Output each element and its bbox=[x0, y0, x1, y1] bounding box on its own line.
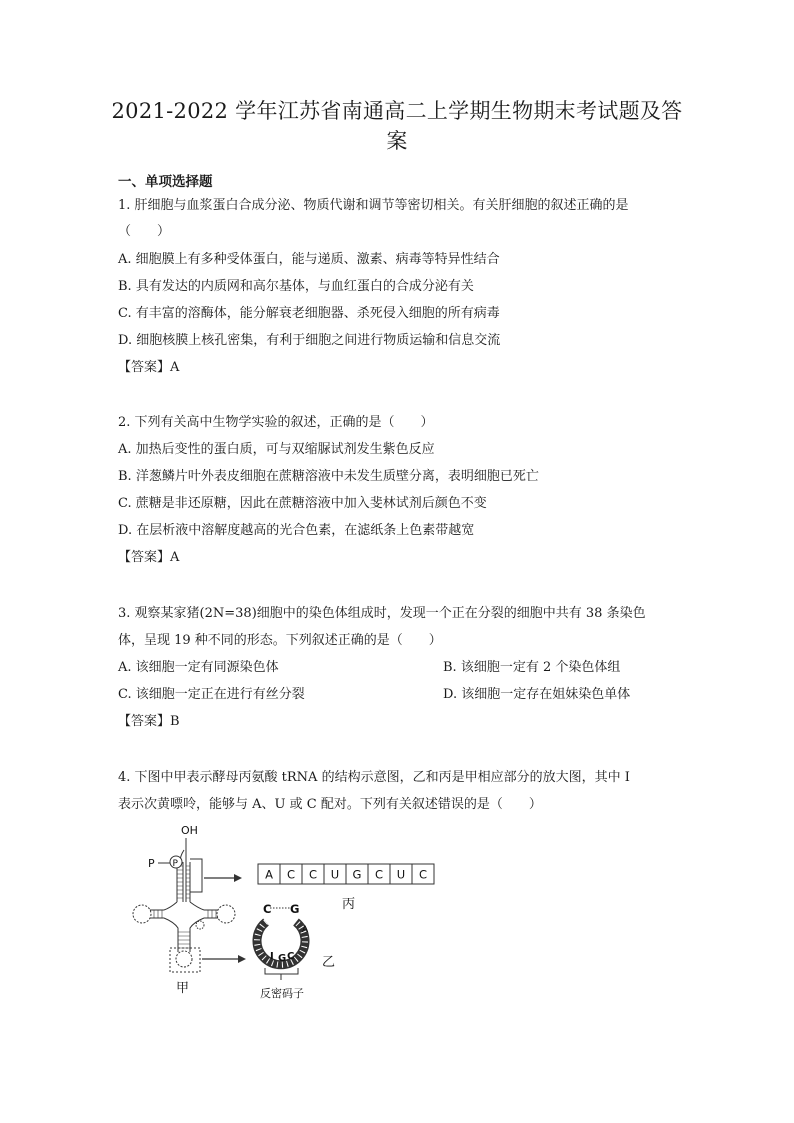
sequence-base: U bbox=[330, 867, 340, 882]
trna-figure bbox=[120, 822, 440, 1012]
q3-option-b: B. 该细胞一定有 2 个染色体组 bbox=[443, 660, 621, 675]
q1-option-c: C. 有丰富的溶酶体，能分解衰老细胞器、杀死侵入细胞的所有病毒 bbox=[118, 306, 500, 321]
p-label: P bbox=[148, 857, 155, 870]
q1-option-d: D. 细胞核膜上核孔密集，有利于细胞之间进行物质运输和信息交流 bbox=[118, 333, 501, 348]
sequence-base: C bbox=[308, 867, 318, 882]
sequence-base: C bbox=[374, 867, 384, 882]
q1-stem-paren: （ ） bbox=[118, 224, 171, 239]
acceptor-bracket bbox=[190, 859, 202, 892]
loop-letter-a: A bbox=[302, 925, 309, 935]
sequence-base: C bbox=[418, 867, 428, 882]
q1-answer: 【答案】A bbox=[118, 360, 180, 375]
sequence-base: C bbox=[286, 867, 296, 882]
section-heading: 一、单项选择题 bbox=[118, 174, 213, 190]
sequence-base: A bbox=[265, 867, 273, 882]
q2-option-b: B. 洋葱鳞片叶外表皮细胞在蔗糖溶液中未发生质壁分离，表明细胞已死亡 bbox=[118, 469, 539, 484]
title-line-2: 案 bbox=[386, 129, 408, 153]
q3-stem-cont: 体，呈现 19 种不同的形态。下列叙述正确的是（ ） bbox=[118, 633, 442, 648]
q2-answer: 【答案】A bbox=[118, 550, 180, 565]
sequence-base: G bbox=[352, 867, 362, 882]
loop-letter-c: C bbox=[263, 902, 272, 916]
q2-option-c: C. 蔗糖是非还原糖，因此在蔗糖溶液中加入斐林试剂后颜色不变 bbox=[118, 496, 487, 511]
sequence-boxes bbox=[258, 864, 434, 884]
q3-stem: 3. 观察某家猪(2N=38)细胞中的染色体组成时，发现一个正在分裂的细胞中共有 38 条染色 bbox=[118, 606, 646, 621]
q3-option-d: D. 该细胞一定存在姐妹染色单体 bbox=[443, 687, 631, 702]
q3-option-a: A. 该细胞一定有同源染色体 bbox=[118, 660, 279, 675]
loop-letter-g: G bbox=[290, 902, 300, 916]
label-bing: 丙 bbox=[342, 897, 356, 912]
acceptor-stem bbox=[177, 838, 190, 902]
q1-option-b: B. 具有发达的内质网和高尔基体，与血红蛋白的合成分泌有关 bbox=[118, 279, 474, 294]
q3-option-c: C. 该细胞一定正在进行有丝分裂 bbox=[118, 687, 305, 702]
q2-option-a: A. 加热后变性的蛋白质，可与双缩脲试剂发生紫色反应 bbox=[118, 442, 435, 457]
sequence-base: U bbox=[396, 867, 406, 882]
q2-stem: 2. 下列有关高中生物学实验的叙述，正确的是（ ） bbox=[118, 415, 434, 430]
q1-option-a: A. 细胞膜上有多种受体蛋白，能与递质、激素、病毒等特异性结合 bbox=[118, 252, 500, 267]
document-title bbox=[100, 96, 694, 156]
label-jia: 甲 bbox=[176, 981, 190, 996]
loop-letter-c2: C bbox=[287, 951, 295, 962]
trna-diagram bbox=[120, 822, 440, 1012]
q2-option-d: D. 在层析液中溶解度越高的光合色素，在滤纸条上色素带越宽 bbox=[118, 523, 475, 538]
p-circle-text: P bbox=[172, 859, 178, 869]
loop-letter-g2: G bbox=[278, 953, 287, 964]
q4-stem: 4. 下图中甲表示酵母丙氨酸 tRNA 的结构示意图，乙和丙是甲相应部分的放大图，其中 I bbox=[118, 770, 630, 785]
q3-answer: 【答案】B bbox=[118, 714, 180, 729]
q4-stem-cont: 表示次黄嘌呤，能够与 A、U 或 C 配对。下列有关叙述错误的是（ ） bbox=[118, 797, 542, 812]
anticodon-loop bbox=[257, 902, 309, 980]
q1-stem: 1. 肝细胞与血浆蛋白合成分泌、物质代谢和调节等密切相关。有关肝细胞的叙述正确的是 bbox=[118, 198, 629, 213]
label-anticodon: 反密码子 bbox=[260, 987, 304, 1000]
trna-body bbox=[133, 902, 235, 972]
label-yi: 乙 bbox=[322, 955, 336, 970]
oh-label: OH bbox=[181, 824, 198, 837]
title-line-1: 2021-2022 学年江苏省南通高二上学期生物期末考试题及答 bbox=[111, 99, 683, 123]
loop-letter-i: I bbox=[270, 951, 274, 962]
